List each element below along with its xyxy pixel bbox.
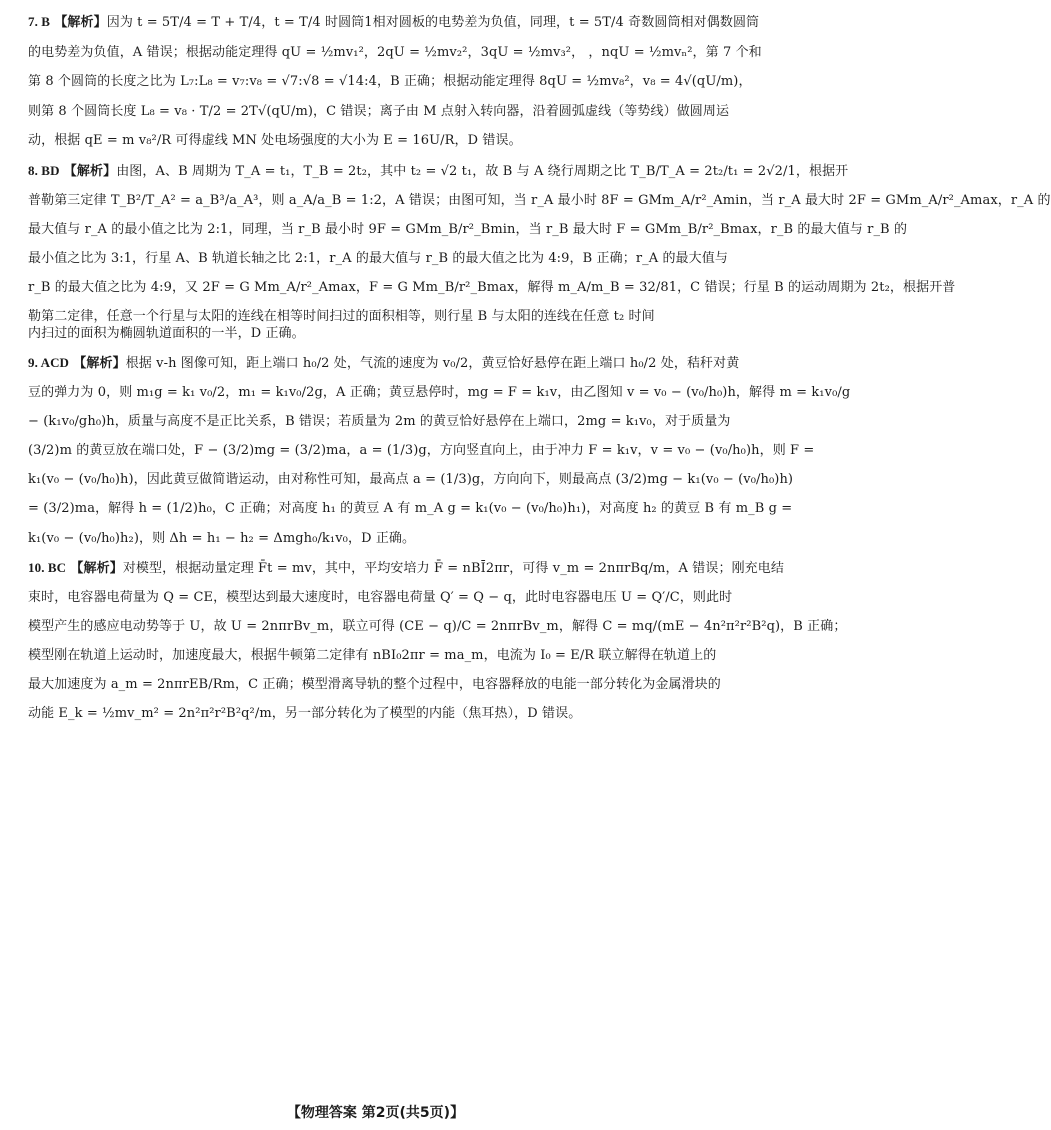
answer-10 xyxy=(28,559,847,721)
answer-line: k₁(v₀ − (v₀/h₀)h₂)，则 Δh = h₁ − h₂ = Δmgh₀/k₁v₀，D 正确。 xyxy=(28,530,416,546)
answer-line: 则第 8 个圆筒长度 L₈ = v₈ · T/2 = 2T√(qU/m)，C 错误；离子由 M 点射入转向器，沿着圆弧虚线（等势线）做圆周运 xyxy=(28,103,730,119)
answer-line: 7. B 【解析】因为 t = 5T/4 = T + T/4，t = T/4 时圆筒1相对圆板的电势差为负值，同理，t = 5T/4 奇数圆筒相对偶数圆筒 xyxy=(28,14,760,30)
answer-line: k₁(v₀ − (v₀/h₀)h)，因此黄豆做简谐运动，由对称性可知，最高点 a = (1/3)g，方向向下，则最高点 (3/2)mg − k₁(v₀ − (v₀/h₀)h) xyxy=(28,472,794,488)
analysis-tag: 【解析】 xyxy=(54,15,107,30)
answer-line: 束时，电容器电荷量为 Q = CE，模型达到最大速度时，电容器电荷量 Q′ = Q − q，此时电容器电压 U = Q′/C，则此时 xyxy=(28,589,733,605)
answer-line: 普勒第三定律 T_B²/T_A² = a_B³/a_A³，则 a_A/a_B = 1:2，A 错误；由图可知，当 r_A 最小时 8F = GMm_A/r²_Amin，当 r_A 最大时 2F = GMm_A/r²_Amax，r_A 的 xyxy=(28,192,1051,208)
answer-line: 8. BD 【解析】由图，A、B 周期为 T_A = t₁，T_B = 2t₂，其中 t₂ = √2 t₁，故 B 与 A 绕行周期之比 T_B/T_A = 2t₂/t₁ = 2√2/1，根据开 xyxy=(28,162,849,179)
answer-line: 最小值之比为 3:1，行星 A、B 轨道长轴之比 2:1，r_A 的最大值与 r_B 的最大值之比为 4:9，B 正确；r_A 的最大值与 xyxy=(28,250,728,266)
answer-line: 9. ACD 【解析】根据 v-h 图像可知，距上端口 h₀/2 处，气流的速度为 v₀/2，黄豆恰好悬停在距上端口 h₀/2 处，秸秆对黄 xyxy=(28,354,740,371)
answer-line: 10. BC 【解析】对模型，根据动量定理 F̄t = mv，其中，平均安培力 F̄ = nBĪ2πr，可得 v_m = 2nπrBq/m，A 错误；刚充电结 xyxy=(28,559,784,576)
answer-line: − (k₁v₀/gh₀)h，质量与高度不是正比关系，B 错误；若质量为 2m 的黄豆恰好悬停在上端口，2mg = k₁v₀，对于质量为 xyxy=(28,413,731,429)
answer-line: 勒第二定律，任意一个行星与太阳的连线在相等时间扫过的面积相等，则行星 B 与太阳的连线在任意 t₂ 时间 xyxy=(28,308,655,324)
answer-line: 内扫过的面积为椭圆轨道面积的一半，D 正确。 xyxy=(28,325,305,341)
answer-line: 第 8 个圆筒的长度之比为 L₇:L₈ = v₇:v₈ = √7:√8 = √14:4，B 正确；根据动能定理得 8qU = ½mv₈²，v₈ = 4√(qU/m)， xyxy=(28,74,752,89)
answer-line: 模型产生的感应电动势等于 U，故 U = 2nπrBv_m，联立可得 (CE − q)/C = 2nπrBv_m，解得 C = mq/(mE − 4n²π²r²B²q)，B 正确； xyxy=(28,618,847,634)
answer-number: 8. BD xyxy=(28,162,60,178)
answer-line: 的电势差为负值，A 错误；根据动能定理得 qU = ½mv₁²，2qU = ½mv₂²，3qU = ½mv₃²， ，nqU = ½mvₙ²，第 7 个和 xyxy=(28,44,762,60)
answer-number: 10. BC xyxy=(28,559,67,575)
answer-number: 9. ACD xyxy=(28,354,70,370)
answer-line: 最大值与 r_A 的最小值之比为 2:1，同理，当 r_B 最小时 9F = GMm_B/r²_Bmin，当 r_B 最大时 F = GMm_B/r²_Bmax，r_B 的最大值与 r_B 的 xyxy=(28,221,908,237)
answer-line: = (3/2)ma，解得 h = (1/2)h₀，C 正确；对高度 h₁ 的黄豆 A 有 m_A g = k₁(v₀ − (v₀/h₀)h₁)，对高度 h₂ 的黄豆 B 有 m_B g = xyxy=(28,501,793,517)
analysis-tag: 【解析】 xyxy=(63,163,117,179)
page-footer: 【物理答案 第2页(共5页)】 xyxy=(286,1105,465,1121)
answer-8 xyxy=(28,162,1051,341)
answer-9 xyxy=(28,354,851,546)
answer-line: 豆的弹力为 0，则 m₁g = k₁ v₀/2，m₁ = k₁v₀/2g，A 正确；黄豆悬停时，mg = F = k₁v，由乙图知 v = v₀ − (v₀/h₀)h，解得 m = k₁v₀/g xyxy=(28,384,851,400)
answer-line: 动，根据 qE = m v₈²/R 可得虚线 MN 处电场强度的大小为 E = 16U/R，D 错误。 xyxy=(28,133,522,148)
answer-line: 动能 E_k = ½mv_m² = 2n²π²r²B²q²/m，另一部分转化为了模型的内能（焦耳热），D 错误。 xyxy=(28,705,582,721)
analysis-tag: 【解析】 xyxy=(73,355,126,371)
answer-7 xyxy=(28,14,762,148)
answer-number: 7. B xyxy=(28,14,51,29)
answer-line: 模型刚在轨道上运动时，加速度最大，根据牛顿第二定律有 nBI₀2πr = ma_m，电流为 I₀ = E/R 联立解得在轨道上的 xyxy=(28,647,717,663)
answer-line: 最大加速度为 a_m = 2nπrEB/Rm，C 正确；模型滑离导轨的整个过程中，电容器释放的电能一部分转化为金属滑块的 xyxy=(28,676,721,692)
analysis-tag: 【解析】 xyxy=(70,560,123,576)
answer-line: (3/2)m 的黄豆放在端口处，F − (3/2)mg = (3/2)ma，a = (1/3)g，方向竖直向上，由于冲力 F = k₁v，v = v₀ − (v₀/h₀)h，则 F = xyxy=(28,443,815,459)
answer-line: r_B 的最大值之比为 4:9，又 2F = G Mm_A/r²_Amax，F = G Mm_B/r²_Bmax，解得 m_A/m_B = 32/81，C 错误；行星 B 的运动周期为 2t₂，根据开普 xyxy=(28,279,956,295)
